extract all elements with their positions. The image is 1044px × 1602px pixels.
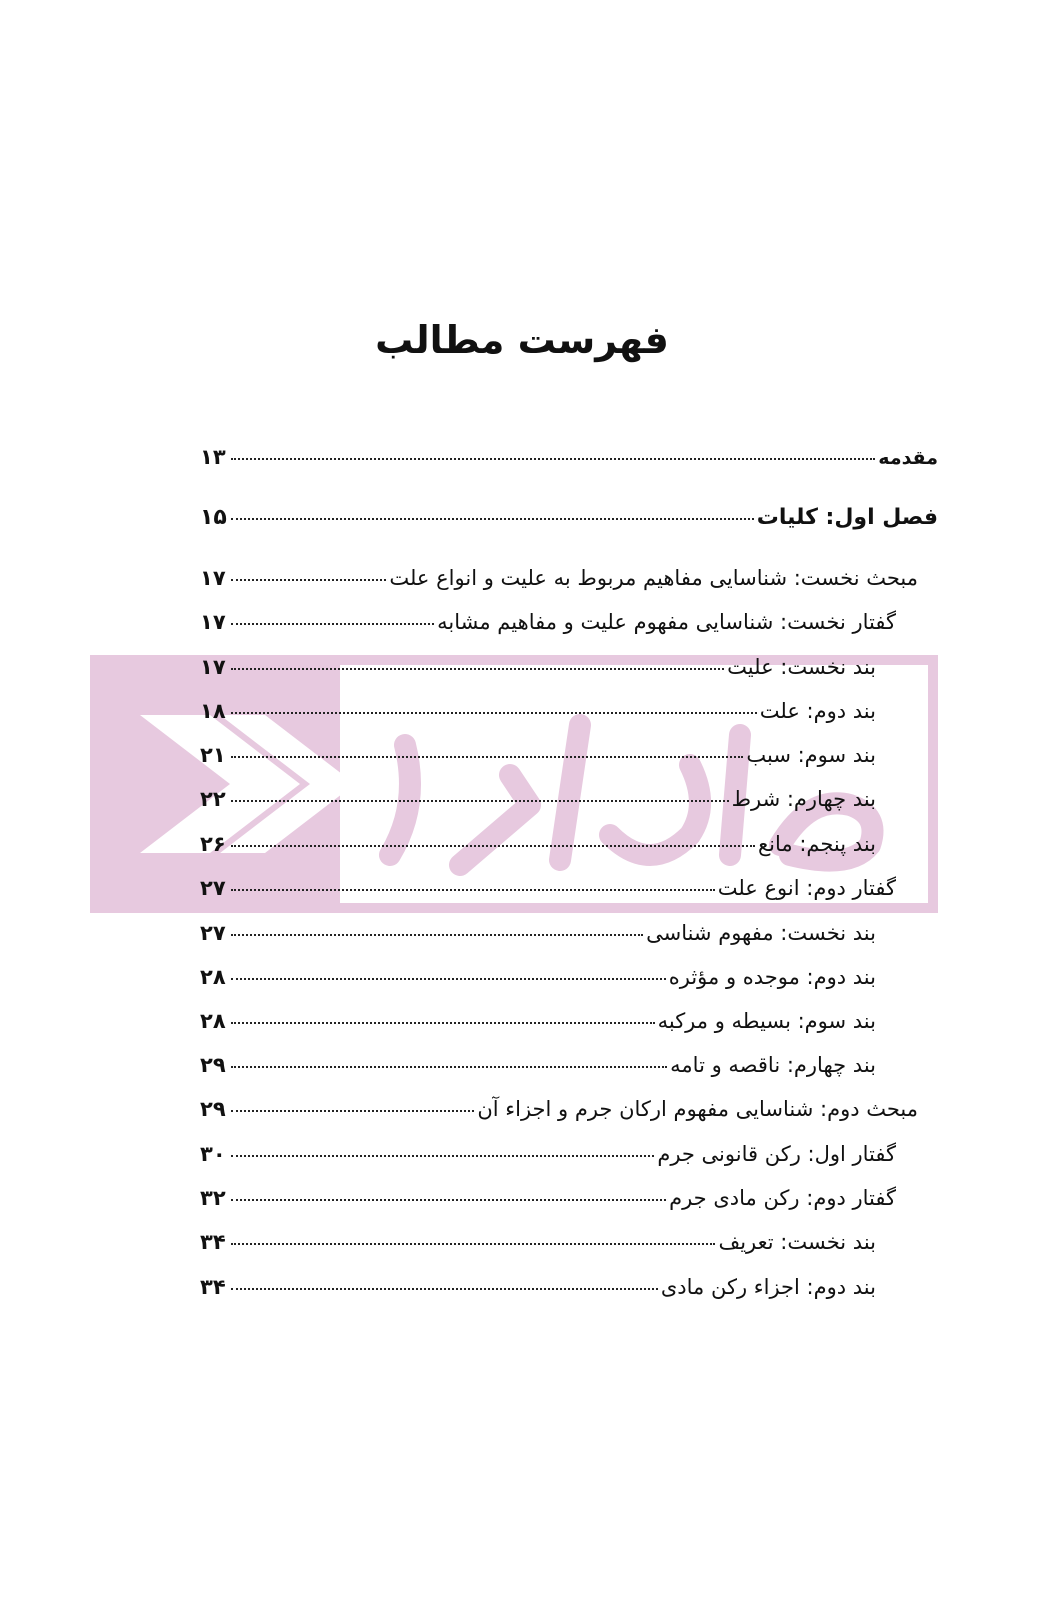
dot-leader [231, 712, 757, 714]
toc-entry-label: مبحث دوم: شناسایی مفهوم ارکان جرم و اجزاء آن [477, 1097, 918, 1121]
dot-leader [231, 889, 715, 891]
toc-entry [200, 1230, 876, 1270]
dot-leader [231, 518, 754, 520]
toc-entry-label: گفتار اول: رکن قانونی جرم [657, 1142, 896, 1166]
toc-page-number: ۱۷ [200, 655, 226, 679]
dot-leader [231, 845, 755, 847]
toc-entry-label: مقدمه [878, 447, 938, 469]
toc-entry [200, 743, 876, 783]
toc-page-number: ۲۲ [200, 787, 226, 811]
toc-page-number: ۱۵ [200, 505, 227, 530]
toc-page-number: ۲۷ [200, 876, 226, 900]
toc-page-number: ۲۷ [200, 921, 226, 945]
toc-entry [200, 965, 876, 1005]
dot-leader [231, 1288, 658, 1290]
toc-entry [200, 1053, 876, 1093]
toc-page-number: ۲۸ [200, 1009, 226, 1033]
toc-entry [200, 610, 896, 650]
toc-entry-label: گفتار نخست: شناسایی مفهوم علیت و مفاهیم مشابه [437, 610, 896, 634]
toc-entry [200, 921, 876, 961]
toc-entry-label: بند سوم: سبب [746, 743, 876, 767]
toc-entry-label: بند نخست: مفهوم شناسی [646, 921, 876, 945]
toc-entry-label: بند نخست: تعریف [718, 1230, 876, 1254]
toc-page-number: ۳۲ [200, 1186, 226, 1210]
toc-entry [200, 787, 876, 827]
toc-entry [200, 445, 938, 485]
dot-leader [231, 458, 875, 460]
toc-entry [200, 832, 876, 872]
toc-entry-label: بند چهارم: شرط [731, 787, 876, 811]
toc-page-number: ۱۷ [200, 566, 226, 590]
toc-entry-label: گفتار دوم: انوع علت [717, 876, 896, 900]
toc-entry [200, 876, 896, 916]
toc-page-number: ۲۱ [200, 743, 226, 767]
dot-leader [231, 800, 729, 802]
toc-entry [200, 1009, 876, 1049]
toc-entry [200, 1142, 896, 1182]
toc-entry [200, 1097, 918, 1137]
toc-chapter-entry [200, 505, 938, 545]
toc-entry-label: بند نخست: علیت [727, 655, 876, 679]
toc-entry-label: بند دوم: اجزاء رکن مادی [660, 1275, 876, 1299]
toc-entry [200, 566, 918, 606]
toc-entry-label: گفتار دوم: رکن مادی جرم [669, 1186, 896, 1210]
toc-entry-label: فصل اول: کلیات [756, 505, 938, 530]
dot-leader [231, 756, 743, 758]
dot-leader [231, 1199, 666, 1201]
toc-page-number: ۳۴ [200, 1275, 226, 1299]
dot-leader [231, 1022, 655, 1024]
toc-page-number: ۳۰ [200, 1142, 226, 1166]
toc-entry-label: بند سوم: بسیطه و مرکبه [657, 1009, 876, 1033]
toc-page-number: ۲۸ [200, 965, 226, 989]
toc-page-number: ۱۳ [200, 445, 226, 469]
toc-page-number: ۲۹ [200, 1053, 226, 1077]
toc-entry [200, 699, 876, 739]
toc-page-number: ۲۹ [200, 1097, 226, 1121]
dot-leader [231, 934, 643, 936]
dot-leader [231, 1110, 474, 1112]
toc-entry-label: مبحث نخست: شناسایی مفاهیم مربوط به علیت و انواع علت [389, 566, 918, 590]
toc-entry-label: بند چهارم: ناقصه و تامه [670, 1053, 876, 1077]
toc-page-number: ۱۷ [200, 610, 226, 634]
toc-entry-label: بند پنجم: مانع [757, 832, 876, 856]
dot-leader [231, 1066, 667, 1068]
dot-leader [231, 579, 386, 581]
toc-entry [200, 1275, 876, 1315]
toc-entry [200, 655, 876, 695]
toc-entry-label: بند دوم: علت [759, 699, 876, 723]
toc-page-number: ۳۴ [200, 1230, 226, 1254]
dot-leader [231, 668, 724, 670]
toc-page-number: ۲۶ [200, 832, 226, 856]
dot-leader [231, 1155, 654, 1157]
toc-entry [200, 1186, 896, 1226]
dot-leader [231, 978, 666, 980]
dot-leader [231, 1243, 715, 1245]
toc-entry-label: بند دوم: موجده و مؤثره [668, 965, 876, 989]
toc-page-number: ۱۸ [200, 699, 226, 723]
dot-leader [231, 623, 434, 625]
page-title: فهرست مطالب [375, 318, 669, 362]
